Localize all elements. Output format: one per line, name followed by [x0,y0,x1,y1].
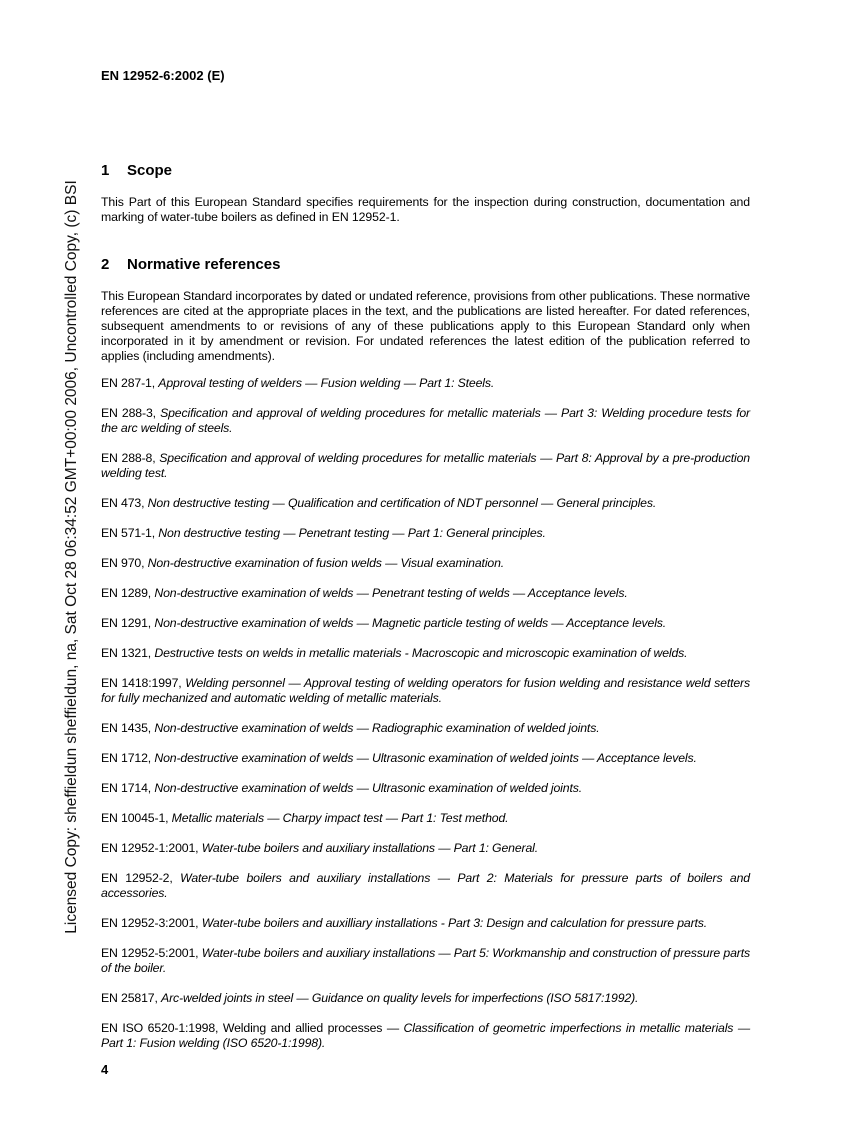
reference-title: Non-destructive examination of welds — Magnetic particle testing of welds — Acceptance levels. [154,616,667,630]
reference-code: EN 1418:1997, [101,676,186,690]
reference-item [101,1021,750,1051]
reference-item [101,406,750,436]
section-heading-scope [101,162,172,179]
reference-plain-text: Welding and allied processes — [222,1021,404,1035]
reference-code: EN 12952-1:2001, [101,841,202,855]
document-id-header: EN 12952-6:2002 (E) [101,68,225,83]
section-heading-normative-references [101,256,280,273]
reference-item [101,376,750,391]
reference-code: EN 1321, [101,646,155,660]
reference-title: Water-tube boilers and auxiliary installations — Part 5: Workmanship and construction of pressure parts of the boiler. [101,946,751,975]
page-number: 4 [101,1062,109,1077]
reference-title: Non-destructive examination of fusion welds — Visual examination. [147,556,505,570]
reference-item [101,871,750,901]
reference-code: EN 12952-3:2001, [101,916,202,930]
reference-code: EN 287-1, [101,376,159,390]
reference-title: Non-destructive examination of welds — Ultrasonic examination of welded joints — Acceptance levels. [154,751,697,765]
reference-code: EN 12952-5:2001, [101,946,202,960]
reference-list [101,376,750,1066]
reference-item [101,751,750,766]
reference-title: Arc-welded joints in steel — Guidance on quality levels for imperfections (ISO 5817:1992). [161,991,639,1005]
reference-code: EN 1435, [101,721,155,735]
reference-title: Welding personnel — Approval testing of welding operators for fusion welding and resistance weld setters for fully mechanized and automatic welding of metallic materials. [101,676,750,705]
reference-title: Classification of geometric imperfections in metallic materials — Part 1: Fusion welding (ISO 6520-1:1998). [101,1021,750,1050]
reference-title: Non-destructive examination of welds — Penetrant testing of welds — Acceptance levels. [154,586,628,600]
reference-code: EN 10045-1, [101,811,172,825]
reference-code: EN 1712, [101,751,155,765]
reference-code: EN ISO 6520-1:1998, [101,1021,223,1035]
reference-title: Specification and approval of welding procedures for metallic materials — Part 8: Approval by a pre-production welding test. [101,451,750,480]
section-number: 2 [101,256,110,273]
reference-item [101,676,750,706]
reference-item [101,496,750,511]
reference-title: Non destructive testing — Qualification and certification of NDT personnel — General principles. [147,496,657,510]
section-number: 1 [101,162,110,179]
reference-title: Non destructive testing — Penetrant testing — Part 1: General principles. [158,526,546,540]
reference-code: EN 970, [101,556,148,570]
reference-code: EN 571-1, [101,526,159,540]
reference-item [101,841,750,856]
scope-paragraph: This Part of this European Standard specifies requirements for the inspection during construction, documentation and marking of water-tube boilers as defined in EN 12952-1. [101,195,750,224]
reference-title: Destructive tests on welds in metallic materials - Macroscopic and microscopic examination of welds. [154,646,688,660]
reference-item [101,991,750,1006]
reference-item [101,556,750,571]
reference-item [101,721,750,736]
reference-title: Non-destructive examination of welds — Radiographic examination of welded joints. [154,721,600,735]
reference-code: EN 288-8, [101,451,160,465]
reference-code: EN 25817, [101,991,162,1005]
reference-title: Water-tube boilers and auxiliary installations — Part 2: Materials for pressure parts of boilers and accessories. [101,871,750,900]
reference-code: EN 1289, [101,586,155,600]
reference-item [101,526,750,541]
reference-title: Water-tube boilers and auxiliary installations — Part 1: General. [201,841,539,855]
reference-code: EN 1714, [101,781,155,795]
reference-title: Specification and approval of welding procedures for metallic materials — Part 3: Welding procedure tests for the arc welding of steels. [101,406,750,435]
reference-item [101,946,750,976]
reference-code: EN 473, [101,496,148,510]
normative-references-paragraph: This European Standard incorporates by dated or undated reference, provisions from other publications. These normative references are cited at the appropriate places in the text, and the publications are listed hereafter. For dated references, subsequent amendments to or revisions of any of these publications apply to this European Standard only when incorporated in it by amendment or revision. For undated references the latest edition of the publication referred to applies (including amendments). [101,289,750,363]
reference-title: Non-destructive examination of welds — Ultrasonic examination of welded joints. [154,781,582,795]
reference-item [101,646,750,661]
reference-code: EN 12952-2, [101,871,181,885]
reference-code: EN 288-3, [101,406,161,420]
reference-title: Approval testing of welders — Fusion welding — Part 1: Steels. [158,376,495,390]
section-title: Scope [127,162,173,179]
reference-item [101,811,750,826]
reference-title: Metallic materials — Charpy impact test — Part 1: Test method. [171,811,509,825]
reference-item [101,781,750,796]
reference-title: Water-tube boilers and auxilliary installations - Part 3: Design and calculation for pressure parts. [201,916,708,930]
reference-item [101,451,750,481]
reference-item [101,616,750,631]
reference-code: EN 1291, [101,616,155,630]
section-title: Normative references [127,256,281,273]
reference-item [101,586,750,601]
reference-item [101,916,750,931]
license-watermark: Licensed Copy: sheffieldun sheffieldun, na, Sat Oct 28 06:34:52 GMT+00:00 2006, Uncontrolled Copy, (c) BSI [63,180,80,934]
